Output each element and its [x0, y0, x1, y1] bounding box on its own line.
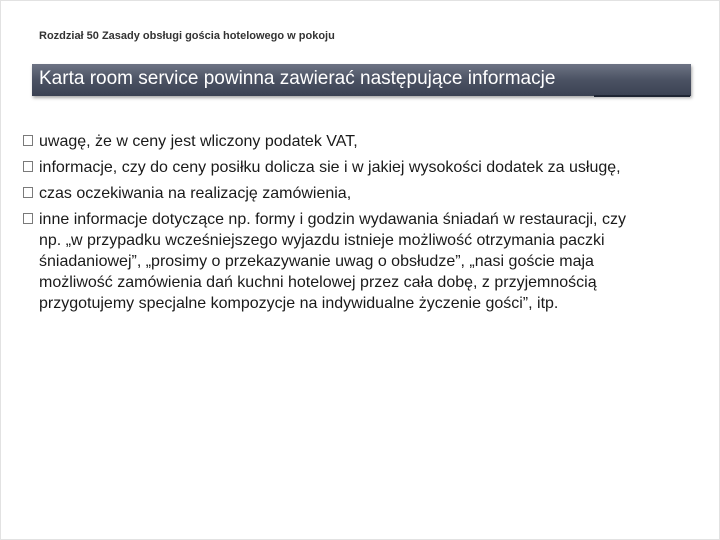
- bullet-item: [23, 183, 648, 204]
- checkbox-icon: [23, 213, 33, 224]
- checkbox-icon: [23, 187, 33, 198]
- bullet-list: [23, 131, 648, 319]
- slide-title: Karta room service powinna zawierać następujące informacje: [39, 68, 556, 89]
- bullet-text: uwagę, że w ceny jest wliczony podatek VAT,: [39, 133, 358, 150]
- checkbox-icon: [23, 135, 33, 146]
- title-accent-line: [594, 95, 690, 97]
- section-header: Rozdział 50 Zasady obsługi gościa hotelowego w pokoju: [39, 30, 335, 42]
- checkbox-icon: [23, 161, 33, 172]
- bullet-text: inne informacje dotyczące np. formy i godzin wydawania śniadań w restauracji, czy np. „w przypadku wcześniejszego wyjazdu istnieje możliwość otrzymania paczki śniadaniowej”, „prosimy o przekazywanie uwag o obsłudze”, „nasi goście maja możliwość zamówienia dań kuchni hotelowej przez cała dobę, z przyjemnością przygotujemy specjalne kompozycje na indywidualne życzenie gości”, itp.: [39, 211, 626, 312]
- title-banner: [32, 64, 691, 96]
- bullet-text: informacje, czy do ceny posiłku dolicza sie i w jakiej wysokości dodatek za usługę,: [39, 159, 621, 176]
- bullet-item: [23, 209, 648, 314]
- bullet-item: [23, 131, 648, 152]
- bullet-item: [23, 157, 648, 178]
- bullet-text: czas oczekiwania na realizację zamówienia,: [39, 185, 352, 202]
